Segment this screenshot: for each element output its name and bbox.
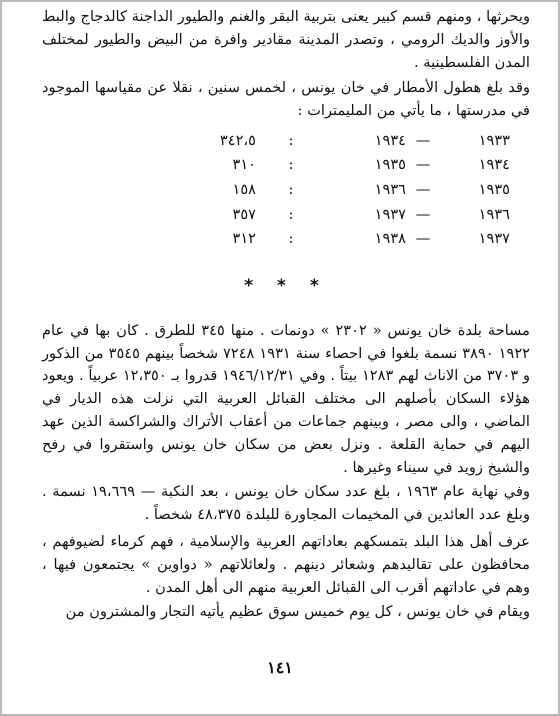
rainfall-year-to: ١٩٣٨ <box>374 230 406 248</box>
area-population-paragraph: مساحة بلدة خان يونس « ٢٣٠٢ » دونمات . منها ٣٤٥ للطرق . كان بها في عام ١٩٢٢ ٣٨٩٠ نسمة بلغوا في احصاء سنة ١٩٣١ ٧٢٤٨ شخصاً بينهم ٣٥٤٥ من الذكور و ٣٧٠٣ من الاناث لهم ١٢٨٣ بيتاً . وفي ١٩٤٦/١٢/٣١ قدروا بـ ١٢،٣٥٠ عربياً . ويعود هؤلاء السكان بأصلهم الى مختلف القبائل العربية التي نزلت هذه الديار في الماضي ، والى مصر ، وبينهم جماعات من أعقاب الأتراك والشراكسة الذين عهد اليهم في حماية القلعة . ونزل بعض من سكان خان يونس واستقروا في رفح والشيخ زويد في سيناء وغيرها . <box>42 321 531 476</box>
rainfall-row <box>90 178 510 203</box>
rainfall-row <box>90 227 510 252</box>
rainfall-colon: : <box>288 230 294 248</box>
rainfall-year-from: ١٩٣٧ <box>478 230 510 248</box>
rainfall-year-from: ١٩٣٥ <box>478 181 510 199</box>
rainfall-year-to: ١٩٣٤ <box>374 131 406 149</box>
rainfall-value-mm: ٣١٢ <box>232 230 256 248</box>
rainfall-year-to: ١٩٣٥ <box>374 156 406 174</box>
rainfall-dash: — <box>415 156 431 174</box>
rainfall-table <box>90 129 510 252</box>
census-1963-paragraph: وفي نهاية عام ١٩٦٣ ، بلغ عدد سكان خان يونس ، بعد النكبة — ١٩،٦٦٩ نسمة . وبلغ عدد العائدين في المخيمات المجاورة للبلدة ٤٨،٣٧٥ شخصاً . <box>42 483 530 524</box>
rainfall-year-to: ١٩٣٧ <box>374 205 406 223</box>
page-number: ١٤١ <box>267 658 293 677</box>
rainfall-year-from: ١٩٣٤ <box>478 156 510 174</box>
rainfall-value-mm: ٣٥٧ <box>232 205 256 223</box>
rainfall-dash: — <box>415 230 431 248</box>
rainfall-value-mm: ٣١٠ <box>232 156 256 174</box>
rainfall-row <box>90 154 510 179</box>
rainfall-colon: : <box>288 181 294 199</box>
rainfall-year-from: ١٩٣٣ <box>478 131 510 149</box>
rainfall-value-mm: ١٥٨ <box>232 181 256 199</box>
intro-paragraph: ويحرثها ، ومنهم قسم كبير يعنى بتربية البقر والغنم والطيور الداجنة كالدجاج والبط والأوز والديك الرومي ، وتصدر المدينة مقادير وافرة من البيض والطيور لمختلف المدن الفلسطينية . <box>42 8 530 71</box>
rainfall-row <box>90 203 510 228</box>
rainfall-dash: — <box>415 205 431 223</box>
rainfall-colon: : <box>288 205 294 223</box>
rainfall-paragraph: وقد بلغ هطول الأمطار في خان يونس ، لخمس سنين ، نقلا عن مقياسها الموجود في مدرستها ، ما يأتي من المليمترات : <box>42 79 530 120</box>
rainfall-year-from: ١٩٣٦ <box>478 205 510 223</box>
rainfall-year-to: ١٩٣٦ <box>374 181 406 199</box>
customs-paragraph: عرف أهل هذا البلد بتمسكهم بعاداتهم العربية والإسلامية ، فهم كرماء لضيوفهم ، محافظون على تقاليدهم وشعائر دينهم . ولعائلاتهم « دواوين » يجتمعون فيها ، وهم في عاداتهم أقرب الى القبائل العربية منهم الى أهل المدن . <box>42 532 530 596</box>
market-paragraph: ويقام في خان يونس ، كل يوم خميس سوق عظيم يأتيه التجار والمشترون من <box>65 603 530 621</box>
rainfall-dash: — <box>415 131 431 149</box>
rainfall-colon: : <box>288 156 294 174</box>
rainfall-colon: : <box>288 131 294 149</box>
section-separator: * * * <box>244 275 328 296</box>
rainfall-dash: — <box>415 181 431 199</box>
rainfall-row <box>90 129 510 154</box>
rainfall-value-mm: ٣٤٢،٥ <box>219 131 256 149</box>
book-page <box>42 6 530 624</box>
